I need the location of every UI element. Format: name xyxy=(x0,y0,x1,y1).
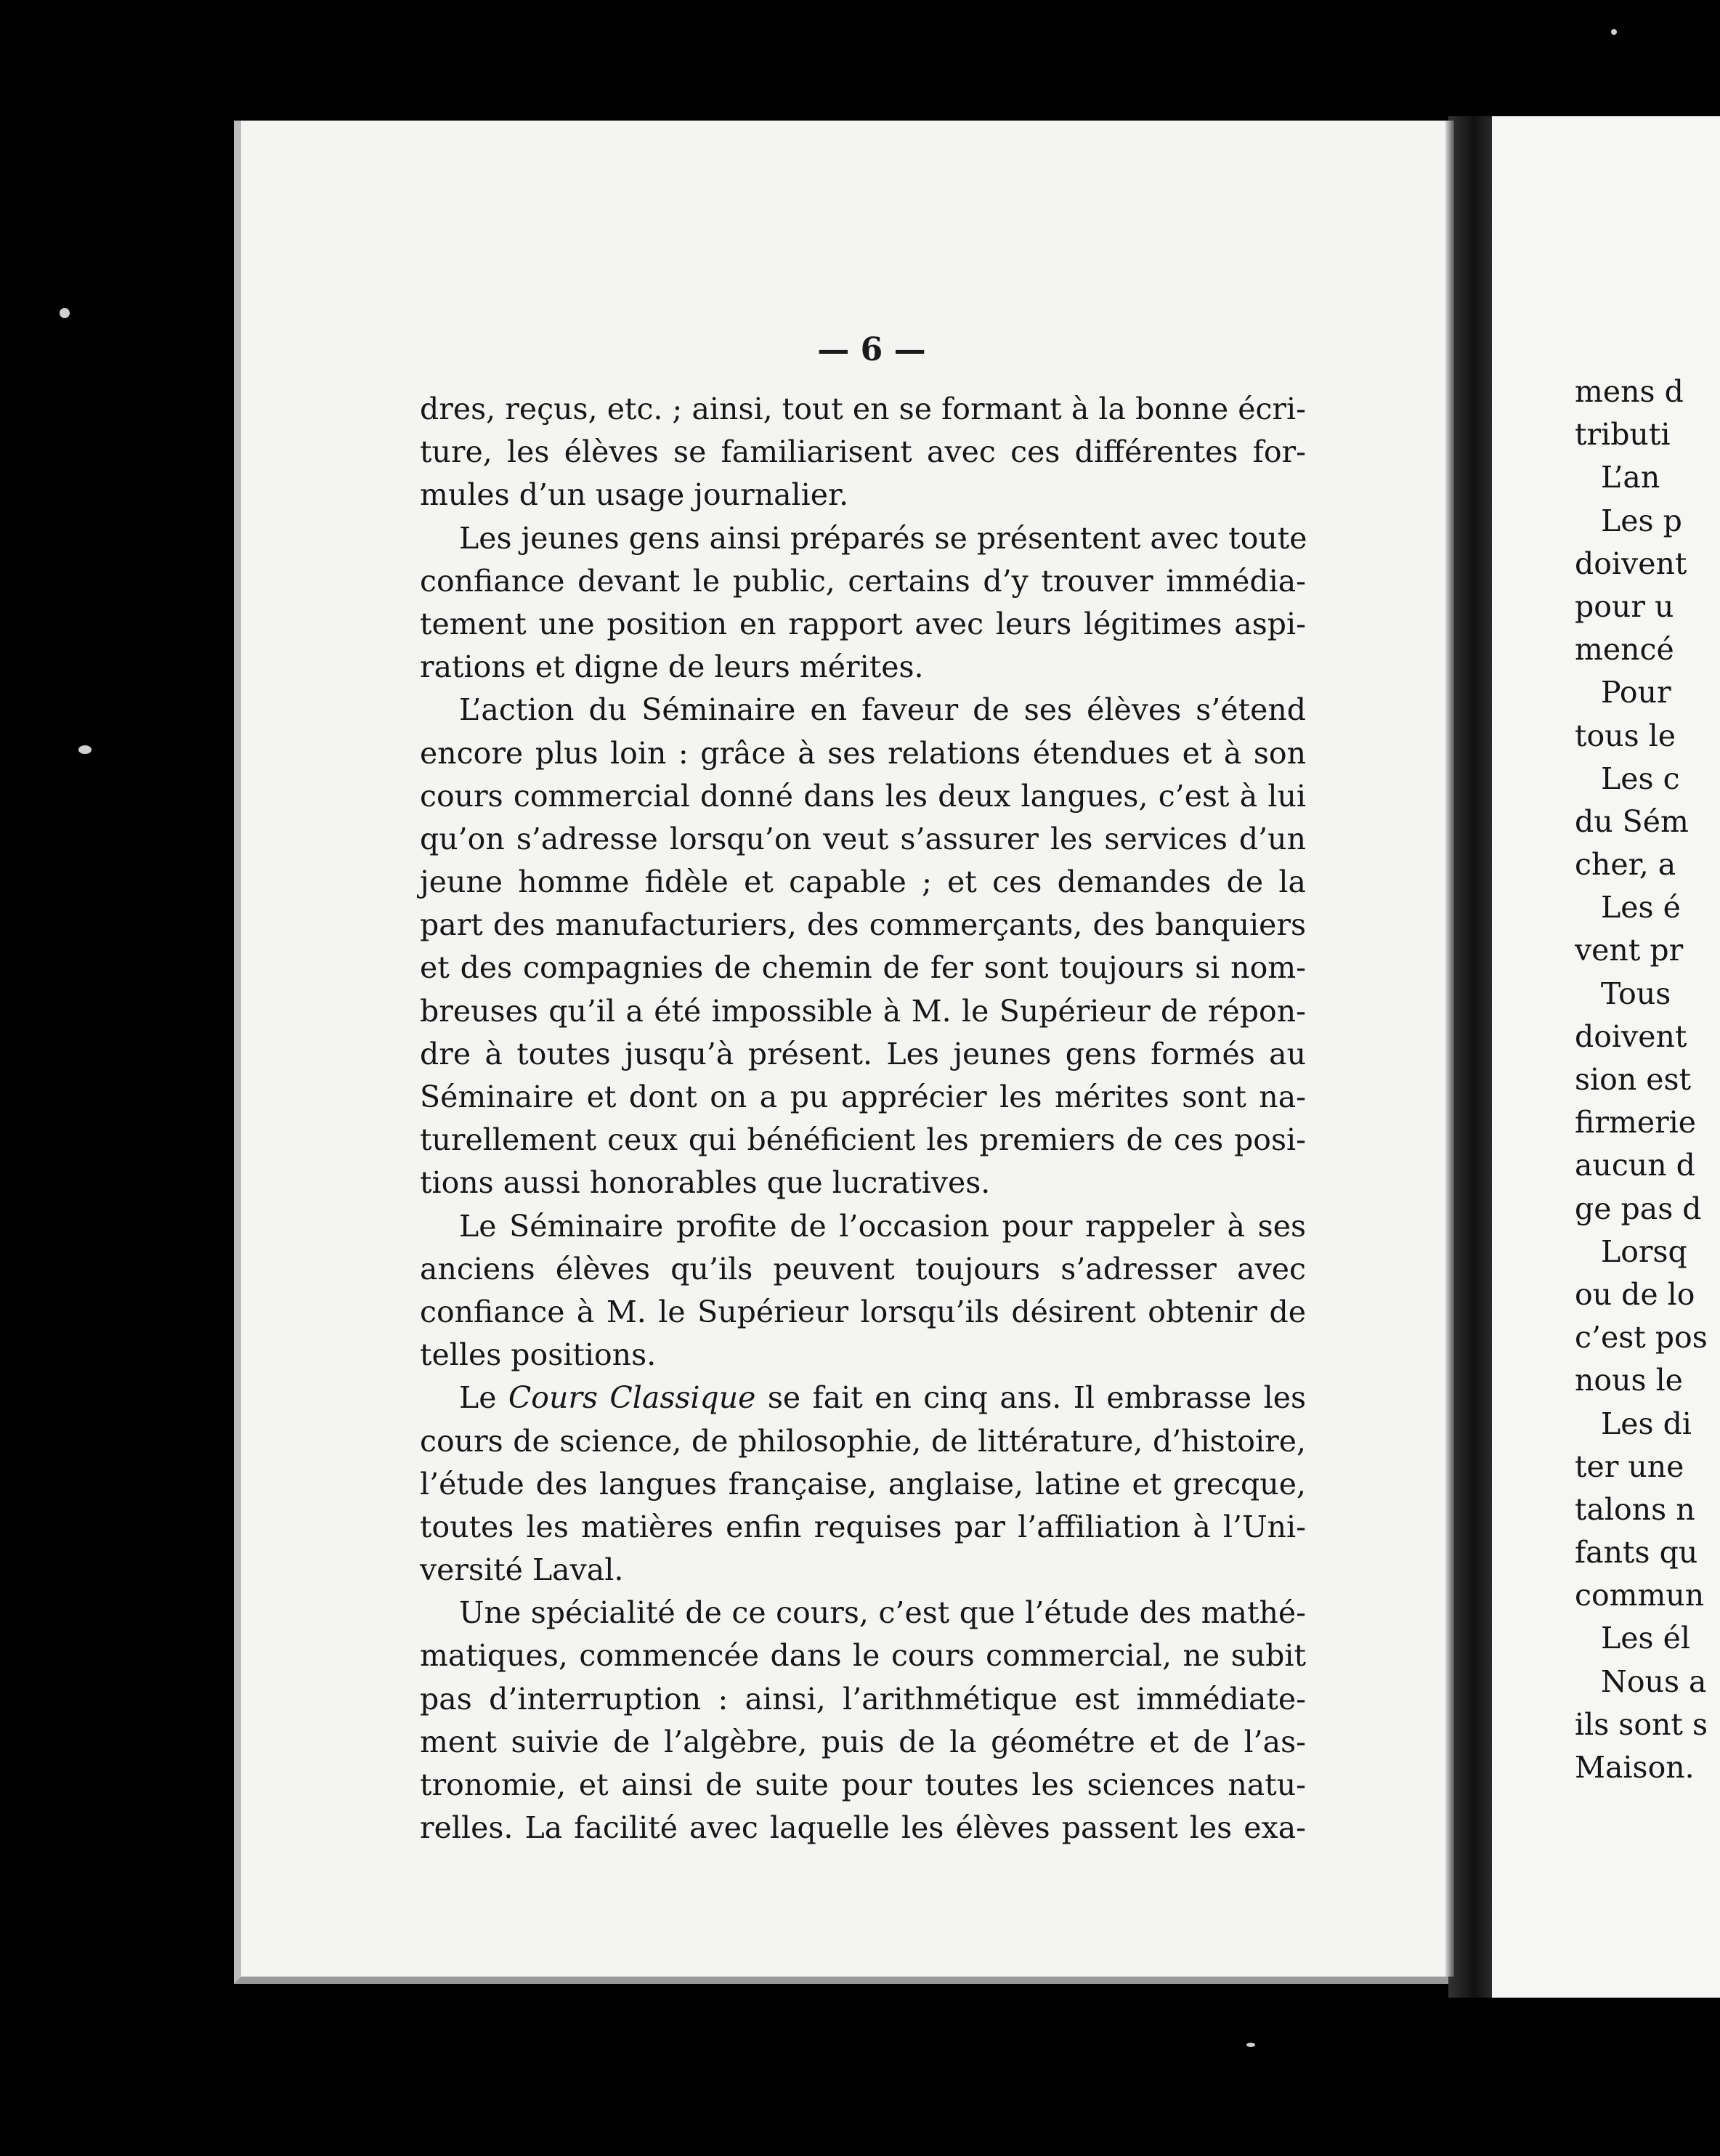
right-text-line: c’est pos xyxy=(1575,1320,1708,1355)
text-line: ture, les élèves se familiarisent avec ces différentes for- xyxy=(420,434,1306,470)
scan-speck xyxy=(1246,2043,1255,2047)
text-line: ment suivie de l’algèbre, puis de la géométre et de l’as- xyxy=(420,1724,1306,1759)
text-line: part des manufacturiers, des commerçants, des banquiers xyxy=(420,907,1306,943)
text-line: Une spécialité de ce cours, c’est que l’étude des mathé- xyxy=(459,1595,1306,1631)
text-line: versité Laval. xyxy=(420,1552,624,1588)
italic-phrase: Cours Classique xyxy=(508,1380,756,1416)
text-line: Le Séminaire profite de l’occasion pour rappeler à ses xyxy=(459,1208,1306,1244)
right-text-line: tributi xyxy=(1575,417,1671,453)
right-text-line: du Sém xyxy=(1575,803,1689,839)
text-line: l’étude des langues française, anglaise, latine et grecque, xyxy=(420,1466,1306,1502)
right-text-line: Lorsq xyxy=(1601,1233,1687,1269)
right-text-line: tous le xyxy=(1575,718,1676,753)
right-text-line: fants qu xyxy=(1575,1535,1698,1571)
right-text-line: firmerie xyxy=(1575,1105,1697,1140)
right-text-line: Les c xyxy=(1601,761,1680,796)
right-text-line: commun xyxy=(1575,1578,1705,1613)
right-text-line: cher, a xyxy=(1575,847,1676,883)
right-text-line: Pour xyxy=(1601,675,1671,710)
right-text-line: ge pas d xyxy=(1575,1191,1702,1226)
book-gutter xyxy=(1448,116,1492,1998)
text-line: turellement ceux qui bénéficient les premiers de ces posi- xyxy=(420,1122,1306,1158)
scan-speck xyxy=(78,745,92,754)
text-line: cours de science, de philosophie, de littérature, d’histoire, xyxy=(420,1423,1306,1459)
right-text-line: Les é xyxy=(1601,890,1681,925)
text-line: tement une position en rapport avec leurs légitimes aspi- xyxy=(420,606,1306,641)
right-text-line: sion est xyxy=(1575,1062,1692,1097)
right-text-line: doivent xyxy=(1575,546,1687,581)
text-line: et des compagnies de chemin de fer sont toujours si nom- xyxy=(420,950,1306,986)
right-text-line: ter une xyxy=(1575,1448,1684,1484)
text-line: dres, reçus, etc. ; ainsi, tout en se formant à la bonne écri- xyxy=(420,392,1306,426)
right-text-line: Les di xyxy=(1601,1406,1692,1441)
right-text-line: L’an xyxy=(1601,460,1660,495)
text-line: tions aussi honorables que lucratives. xyxy=(420,1165,991,1201)
right-text-line: nous le xyxy=(1575,1363,1683,1398)
right-text-line: pour u xyxy=(1575,588,1674,624)
right-page-body xyxy=(1575,370,1708,1789)
page-number: — 6 — xyxy=(817,331,926,368)
text-line: telles positions. xyxy=(420,1337,657,1373)
right-text-line: doivent xyxy=(1575,1018,1687,1054)
right-text-line: mens d xyxy=(1575,374,1684,409)
text-line: rations et digne de leurs mérites. xyxy=(420,649,924,685)
text-line: pas d’interruption : ainsi, l’arithmétique est immédiate- xyxy=(420,1681,1306,1717)
text-line: Séminaire et dont on a pu apprécier les mérites sont na- xyxy=(420,1079,1306,1114)
text-line: Le Cours Classique se fait en cinq ans. Il embrasse les xyxy=(459,1380,1307,1416)
right-text-line: mencé xyxy=(1575,632,1674,668)
right-text-line: aucun d xyxy=(1575,1148,1695,1183)
right-text-line: talons n xyxy=(1575,1491,1695,1527)
right-text-line: Nous a xyxy=(1601,1663,1707,1699)
scan-speck xyxy=(60,308,70,318)
text-line: breuses qu’il a été impossible à M. le Supérieur de répon- xyxy=(420,993,1306,1029)
text-line: Les jeunes gens ainsi préparés se présentent avec toute xyxy=(459,520,1307,556)
text-line: jeune homme fidèle et capable ; et ces demandes de la xyxy=(420,864,1306,900)
text-line: L’action du Séminaire en faveur de ses élèves s’étend xyxy=(459,692,1306,728)
text-line: cours commercial donné dans les deux langues, c’est à lui xyxy=(420,778,1306,814)
right-text-line: vent pr xyxy=(1575,933,1684,968)
text-line: mules d’un usage journalier. xyxy=(420,477,849,513)
text-line: dre à toutes jusqu’à présent. Les jeunes gens formés au xyxy=(420,1036,1306,1071)
text-line: confiance à M. le Supérieur lorsqu’ils désirent obtenir de xyxy=(420,1294,1306,1329)
text-line: qu’on s’adresse lorsqu’on veut s’assurer les services d’un xyxy=(420,821,1306,856)
right-text-line: ou de lo xyxy=(1575,1276,1695,1312)
text-line: tronomie, et ainsi de suite pour toutes les sciences natu- xyxy=(420,1767,1306,1802)
right-text-line: Les él xyxy=(1601,1621,1690,1656)
scan-speck xyxy=(1611,29,1617,35)
text-line: anciens élèves qu’ils peuvent toujours s’adresser avec xyxy=(420,1251,1306,1286)
left-page-body xyxy=(420,388,1306,1849)
right-text-line: Tous xyxy=(1601,976,1671,1011)
right-text-line: Les p xyxy=(1601,503,1682,538)
text-line: confiance devant le public, certains d’y trouver immédia- xyxy=(420,563,1306,599)
right-text-line: ils sont s xyxy=(1575,1706,1708,1742)
text-line: matiques, commencée dans le cours commercial, ne subit xyxy=(420,1638,1306,1674)
text-line: relles. La facilité avec laquelle les élèves passent les exa- xyxy=(420,1810,1306,1846)
text-line: encore plus loin : grâce à ses relations étendues et à son xyxy=(420,735,1306,771)
right-text-line: Maison. xyxy=(1575,1750,1695,1785)
text-line: toutes les matières enfin requises par l’affiliation à l’Uni- xyxy=(420,1509,1306,1544)
